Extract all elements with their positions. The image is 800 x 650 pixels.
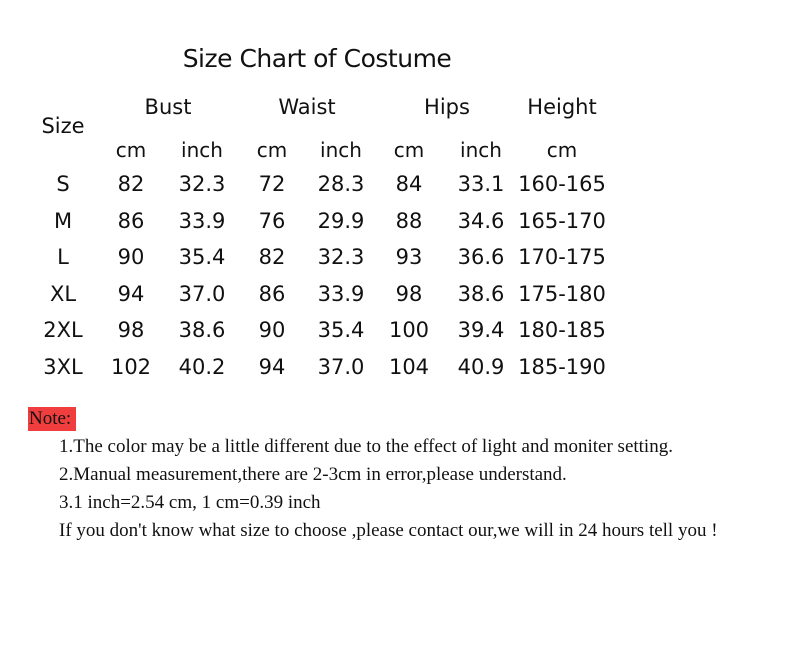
size-label-cell: 2XL (43, 318, 83, 343)
table-cell: 28.3 (317, 172, 365, 196)
table-cell: 33.9 (317, 281, 365, 306)
size-label-cell: S (56, 172, 70, 196)
note-line: 2.Manual measurement,there are 2-3cm in error,please understand. (59, 464, 567, 485)
table-cell: 88 (395, 208, 423, 233)
table-cell: 90 (258, 318, 286, 343)
table-cell: 84 (395, 172, 423, 196)
unit-header: inch (181, 138, 223, 162)
unit-header: cm (115, 138, 147, 162)
size-label-cell: L (57, 245, 69, 270)
table-cell: 82 (117, 172, 145, 196)
size-label-cell: 3XL (43, 355, 83, 379)
table-cell: 100 (388, 318, 430, 343)
table-cell: 40.2 (178, 355, 226, 379)
table-cell: 98 (117, 318, 145, 343)
table-cell: 35.4 (178, 245, 226, 270)
height-header: Height (527, 95, 597, 119)
table-cell: 94 (258, 355, 286, 379)
unit-header: inch (320, 138, 362, 162)
table-cell: 185-190 (518, 355, 606, 379)
bust-header: Bust (144, 95, 192, 119)
table-cell: 160-165 (518, 172, 606, 196)
table-cell: 40.9 (457, 355, 505, 379)
table-cell: 175-180 (518, 281, 606, 306)
note-line: 3.1 inch=2.54 cm, 1 cm=0.39 inch (59, 492, 321, 513)
table-cell: 93 (395, 245, 423, 270)
size-column-header: Size (41, 114, 85, 138)
note-line: If you don't know what size to choose ,please contact our,we will in 24 hours tell you ! (59, 520, 718, 541)
table-cell: 29.9 (317, 208, 365, 233)
table-cell: 37.0 (317, 355, 365, 379)
table-cell: 33.1 (457, 172, 505, 196)
table-cell: 37.0 (178, 281, 226, 306)
unit-header: inch (460, 138, 502, 162)
size-label-cell: XL (49, 281, 77, 306)
size-label-cell: M (53, 208, 73, 233)
table-cell: 86 (117, 208, 145, 233)
waist-header: Waist (278, 95, 336, 119)
table-cell: 76 (258, 208, 286, 233)
table-cell: 170-175 (518, 245, 606, 270)
unit-header: cm (546, 138, 578, 162)
note-line: 1.The color may be a little different due to the effect of light and moniter setting. (59, 436, 673, 457)
table-cell: 98 (395, 281, 423, 306)
table-cell: 180-185 (518, 318, 606, 343)
table-cell: 165-170 (518, 208, 606, 233)
note-label: Note: (28, 407, 76, 431)
hips-header: Hips (424, 95, 470, 119)
table-cell: 86 (258, 281, 286, 306)
table-cell: 36.6 (457, 245, 505, 270)
table-cell: 94 (117, 281, 145, 306)
table-cell: 32.3 (317, 245, 365, 270)
table-cell: 33.9 (178, 208, 226, 233)
unit-header: cm (393, 138, 425, 162)
table-cell: 82 (258, 245, 286, 270)
table-cell: 104 (388, 355, 430, 379)
table-cell: 34.6 (457, 208, 505, 233)
table-cell: 90 (117, 245, 145, 270)
table-cell: 32.3 (178, 172, 226, 196)
table-cell: 38.6 (178, 318, 226, 343)
table-cell: 102 (110, 355, 152, 379)
table-cell: 72 (258, 172, 286, 196)
unit-header: cm (256, 138, 288, 162)
table-cell: 35.4 (317, 318, 365, 343)
table-cell: 39.4 (457, 318, 505, 343)
page-title: Size Chart of Costume (182, 44, 452, 73)
table-cell: 38.6 (457, 281, 505, 306)
